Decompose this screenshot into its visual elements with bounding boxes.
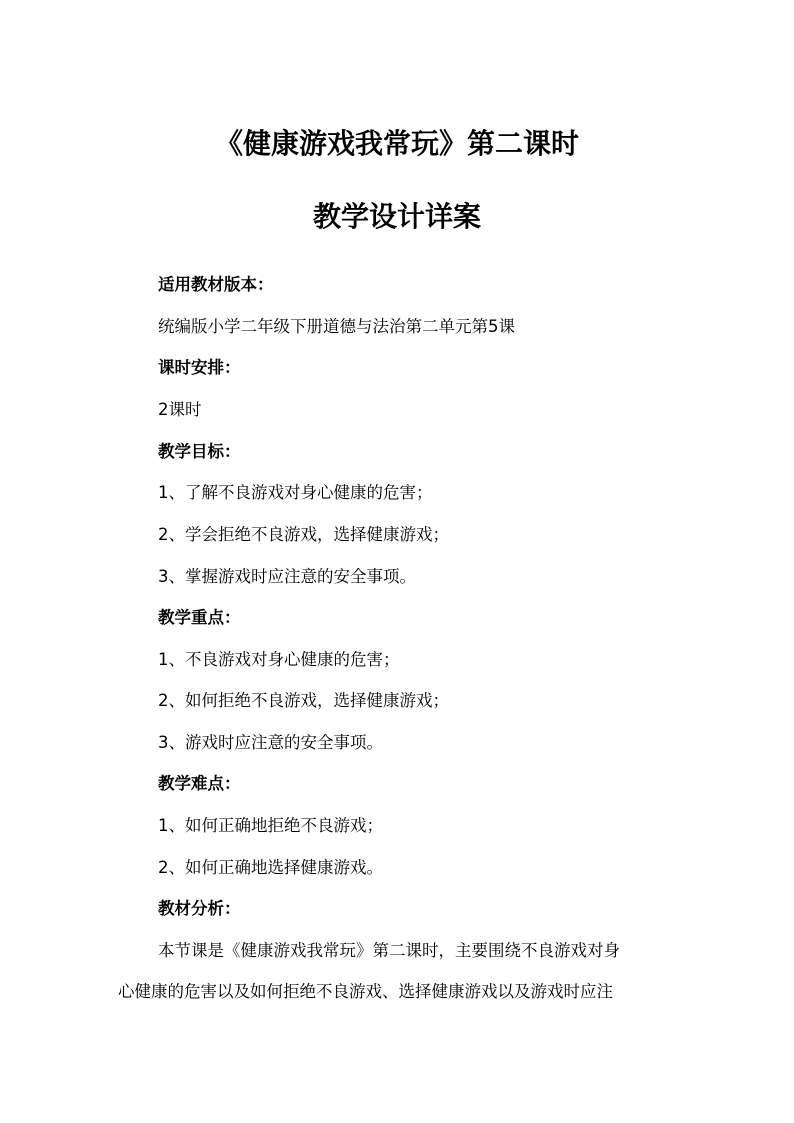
section-heading-schedule: 课时安排： xyxy=(158,358,241,377)
document-title: 《健康游戏我常玩》第二课时 xyxy=(214,127,579,160)
textbook-version-text: 统编版小学二年级下册道德与法治第二单元第5课 xyxy=(158,317,515,336)
section-heading-objectives: 教学目标： xyxy=(158,442,241,461)
difficulty-item: 2、如何正确地选择健康游戏。 xyxy=(158,858,383,877)
analysis-paragraph-line: 本节课是《健康游戏我常玩》第二课时，主要围绕不良游戏对身 xyxy=(158,941,620,960)
analysis-paragraph-line: 心健康的危害以及如何拒绝不良游戏、选择健康游戏以及游戏时应注 xyxy=(118,982,613,1001)
document-subtitle: 教学设计详案 xyxy=(312,200,481,233)
section-heading-textbook-version: 适用教材版本： xyxy=(158,275,274,294)
schedule-text: 2课时 xyxy=(158,400,202,419)
section-heading-key-points: 教学重点： xyxy=(158,608,241,627)
key-point-item: 3、游戏时应注意的安全事项。 xyxy=(158,733,383,752)
difficulty-item: 1、如何正确地拒绝不良游戏； xyxy=(158,816,383,835)
section-heading-difficulties: 教学难点： xyxy=(158,774,241,793)
objective-item: 2、学会拒绝不良游戏，选择健康游戏； xyxy=(158,525,449,544)
key-point-item: 1、不良游戏对身心健康的危害； xyxy=(158,650,400,669)
objective-item: 3、掌握游戏时应注意的安全事项。 xyxy=(158,567,416,586)
key-point-item: 2、如何拒绝不良游戏，选择健康游戏； xyxy=(158,691,449,710)
section-heading-material-analysis: 教材分析： xyxy=(158,899,241,918)
objective-item: 1、了解不良游戏对身心健康的危害； xyxy=(158,483,433,502)
